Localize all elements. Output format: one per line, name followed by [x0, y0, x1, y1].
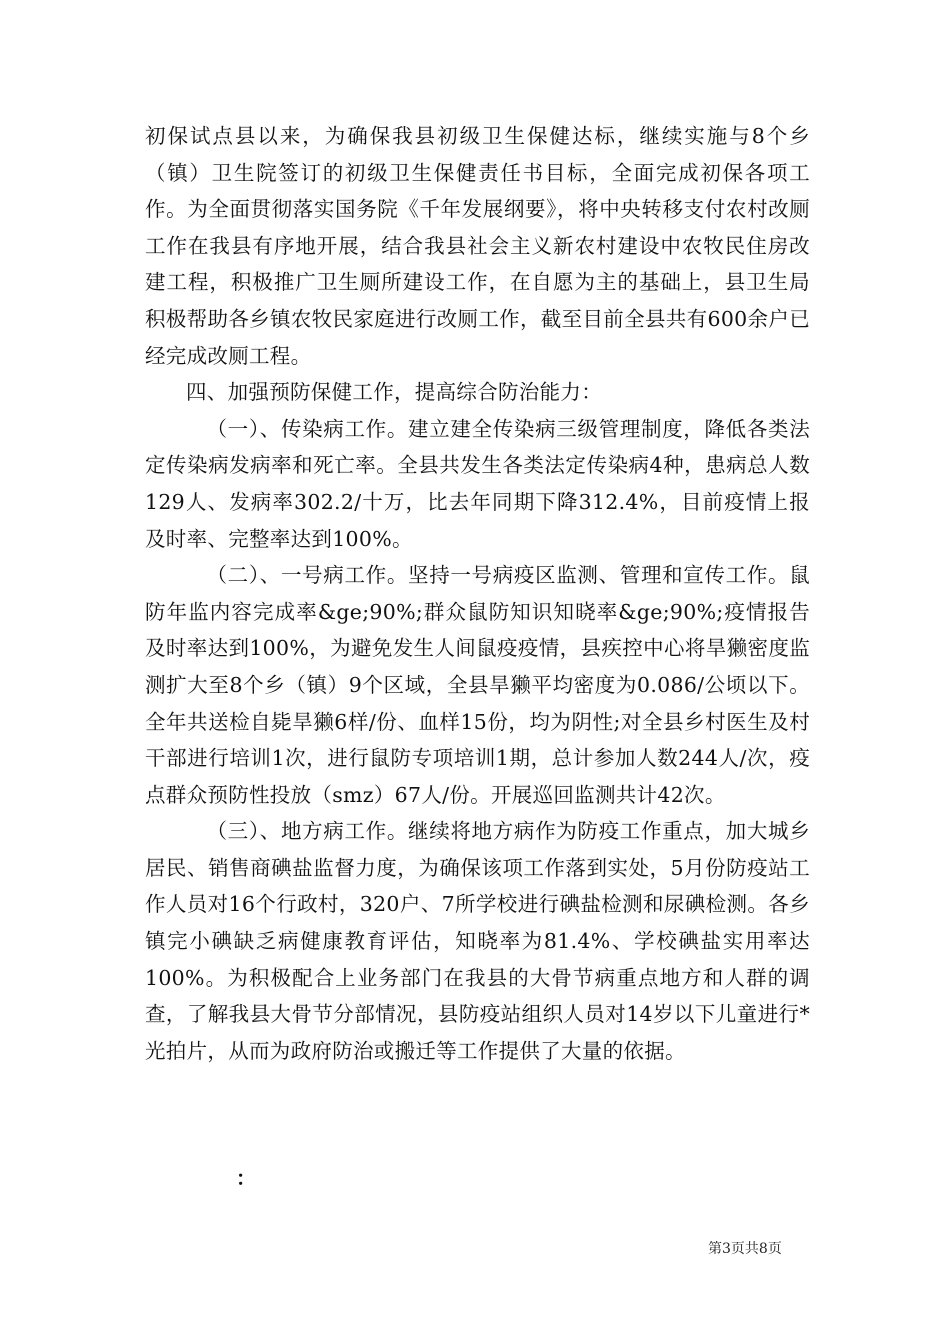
paragraph-infectious-disease: （一）、传染病工作。建立建全传染病三级管理制度，降低各类法定传染病发病率和死亡率。全县共发生各类法定传染病4种，患病总人数129人、发病率302.2/十万，比去年同期下降312.4%，目前疫情上报及时率、完整率达到100%。 [145, 416, 810, 551]
section-heading-prevention: 四、加强预防保健工作，提高综合防治能力： [186, 380, 602, 405]
paragraph-plague: （二）、一号病工作。坚持一号病疫区监测、管理和宣传工作。鼠防年监内容完成率&ge;90%;群众鼠防知识知晓率&ge;90%;疫情报告及时率达到100%，为避免发生人间鼠疫疫情，县疾控中心将旱獭密度监测扩大至8个乡（镇）9个区域，全县旱獭平均密度为0.086/公顷以下。全年共送检自毙旱獭6样/份、血样15份，均为阴性;对全县乡村医生及村干部进行培训1次，进行鼠防专项培训1期，总计参加人数244人/次，疫点群众预防性投放（smz）67人/份。开展巡回监测共计42次。 [145, 563, 810, 807]
stray-colon-mark: ： [236, 1166, 256, 1190]
document-body [145, 118, 810, 1069]
paragraph-endemic-disease: （三）、地方病工作。继续将地方病作为防疫工作重点，加大城乡居民、销售商碘盐监督力度，为确保该项工作落到实处，5月份防疫站工作人员对16个行政村，320户、7所学校进行碘盐检测和尿碘检测。各乡镇完小碘缺乏病健康教育评估，知晓率为81.4%、学校碘盐实用率达100%。为积极配合上业务部门在我县的大骨节病重点地方和人群的调查，了解我县大骨节分部情况，县防疫站组织人员对14岁以下儿童进行*光拍片，从而为政府防治或搬迁等工作提供了大量的依据。 [145, 819, 810, 1063]
paragraph-primary-health: 初保试点县以来，为确保我县初级卫生保健达标，继续实施与8个乡（镇）卫生院签订的初级卫生保健责任书目标，全面完成初保各项工作。为全面贯彻落实国务院《千年发展纲要》，将中央转移支付农村改厕工作在我县有序地开展，结合我县社会主义新农村建设中农牧民住房改建工程，积极推广卫生厕所建设工作，在自愿为主的基础上，县卫生局积极帮助各乡镇农牧民家庭进行改厕工作，截至目前全县共有600余户已经完成改厕工程。 [145, 124, 810, 368]
page-number-footer: 第3页共8页 [708, 1241, 782, 1257]
